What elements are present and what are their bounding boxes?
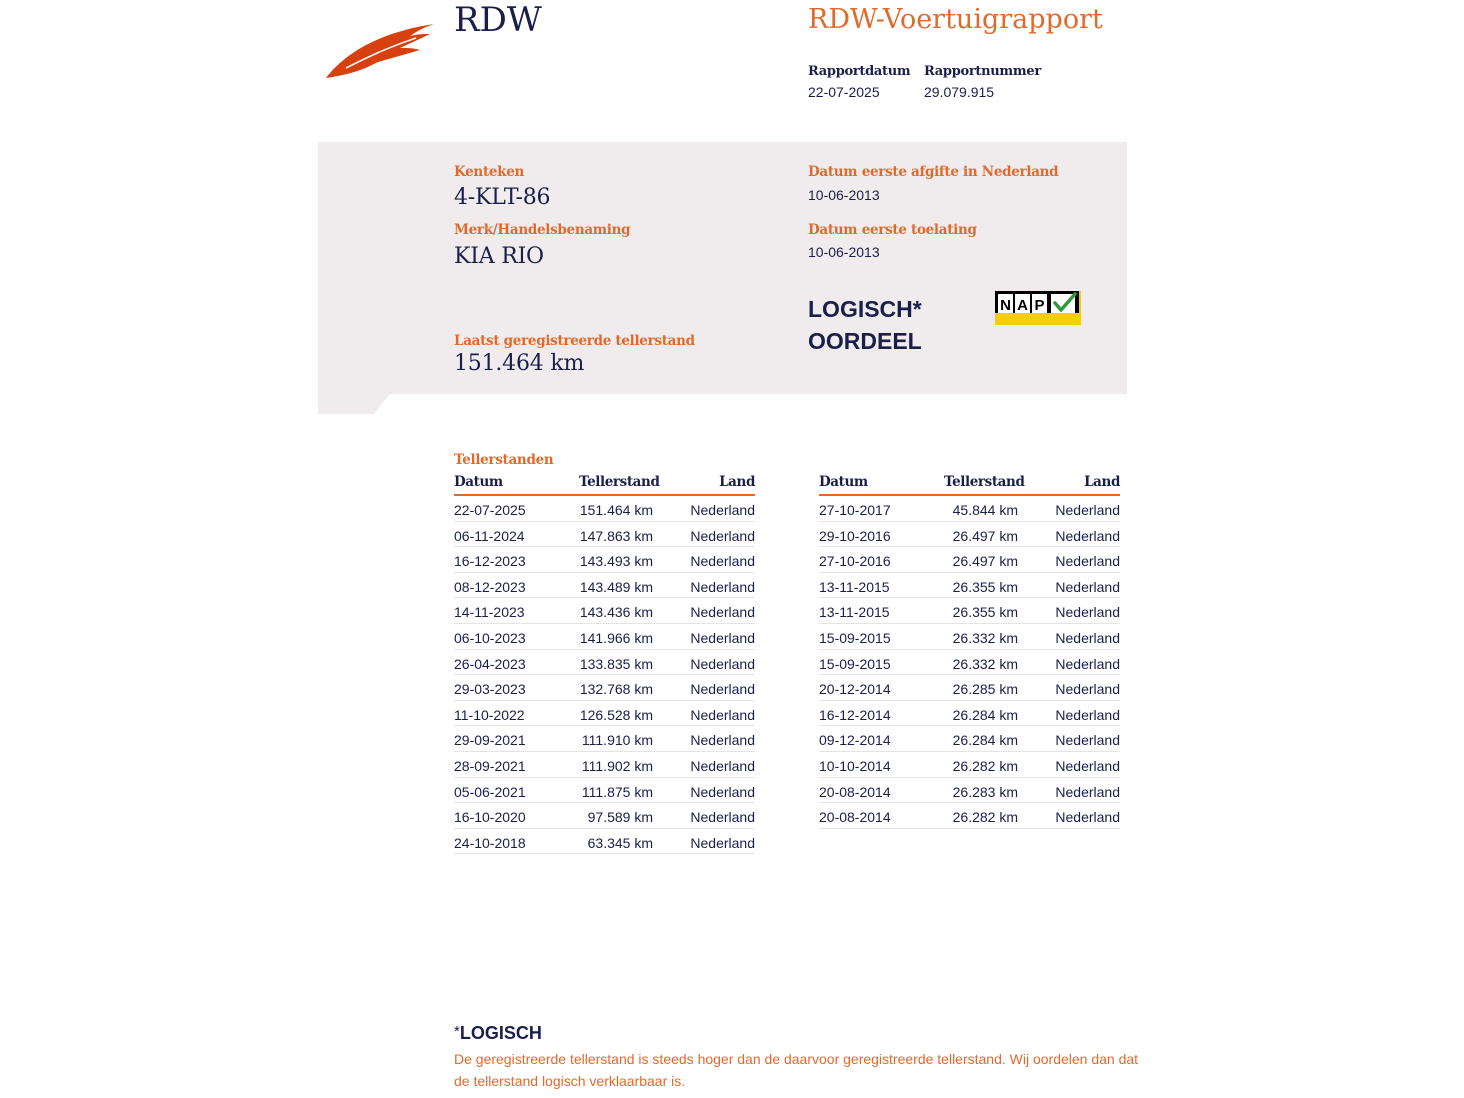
nap-badge-icon <box>995 291 1081 325</box>
first-admission-value: 10-06-2013 <box>808 244 880 260</box>
row-date: 06-10-2023 <box>454 629 526 646</box>
table-row <box>819 778 1120 804</box>
footnote-marker: * <box>454 1023 460 1040</box>
row-odometer: 151.464 km <box>579 502 653 518</box>
odometer-table-right <box>819 472 1120 829</box>
row-odometer: 26.285 km <box>952 681 1018 698</box>
last-odometer-label: Laatst geregistreerde tellerstand <box>454 333 695 349</box>
row-odometer: 26.282 km <box>952 757 1018 774</box>
footnote-text: De geregistreerde tellerstand is steeds hoger dan de daarvoor geregistreerde tellerstand. Wij oordelen dan dat de tellerstand logisch verklaarbaar is. <box>454 1051 1139 1089</box>
table-row <box>819 752 1120 778</box>
row-country: Nederland <box>690 834 755 851</box>
table-row <box>454 778 755 804</box>
row-country: Nederland <box>690 757 755 774</box>
table-row <box>819 675 1120 701</box>
row-country: Nederland <box>1055 655 1120 672</box>
row-odometer: 126.528 km <box>579 706 653 723</box>
row-odometer: 141.966 km <box>579 629 653 646</box>
plate-value: 4-KLT-86 <box>454 185 551 210</box>
row-country: Nederland <box>1055 553 1120 570</box>
table-row <box>819 598 1120 624</box>
row-country: Nederland <box>1055 629 1120 646</box>
row-country: Nederland <box>690 706 755 723</box>
row-odometer: 26.355 km <box>952 578 1018 595</box>
row-date: 05-06-2021 <box>454 783 526 800</box>
row-country: Nederland <box>690 783 755 800</box>
row-country: Nederland <box>690 578 755 595</box>
row-country: Nederland <box>1055 604 1120 621</box>
row-odometer: 147.863 km <box>579 527 653 544</box>
table-row <box>819 522 1120 548</box>
row-date: 09-12-2014 <box>819 732 891 749</box>
verdict-line1: LOGISCH* <box>808 296 922 322</box>
row-odometer: 111.910 km <box>581 732 653 749</box>
row-odometer: 26.497 km <box>952 527 1018 544</box>
col-date-header: Datum <box>819 474 868 490</box>
table-row <box>454 547 755 573</box>
row-odometer: 143.493 km <box>579 553 653 570</box>
row-odometer: 26.355 km <box>952 604 1018 621</box>
make-value: KIA RIO <box>454 244 544 269</box>
row-country: Nederland <box>690 655 755 672</box>
report-number: 29.079.915 <box>924 84 995 100</box>
row-country: Nederland <box>690 732 755 749</box>
row-country: Nederland <box>690 681 755 698</box>
first-issue-nl-value: 10-06-2013 <box>808 187 880 203</box>
row-odometer: 26.284 km <box>952 732 1018 749</box>
brand-name: RDW <box>454 0 542 40</box>
table-row <box>454 752 755 778</box>
row-date: 16-12-2014 <box>819 706 891 723</box>
row-odometer: 143.489 km <box>579 578 653 595</box>
table-row <box>454 496 755 522</box>
verdict-line2: OORDEEL <box>808 328 922 354</box>
row-odometer: 26.282 km <box>952 809 1018 826</box>
table-header <box>819 472 1120 496</box>
make-label: Merk/Handelsbenaming <box>454 222 631 238</box>
table-row <box>819 701 1120 727</box>
table-row <box>454 726 755 752</box>
row-country: Nederland <box>1055 732 1120 749</box>
row-country: Nederland <box>690 502 755 518</box>
table-row <box>454 522 755 548</box>
table-row <box>819 726 1120 752</box>
plate-label: Kenteken <box>454 164 525 180</box>
row-date: 08-12-2023 <box>454 578 526 595</box>
row-date: 29-03-2023 <box>454 681 526 698</box>
row-date: 26-04-2023 <box>454 655 526 672</box>
col-country-header: Land <box>1084 474 1120 490</box>
first-admission-label: Datum eerste toelating <box>808 222 977 238</box>
row-date: 24-10-2018 <box>454 834 526 851</box>
footnote-title: LOGISCH <box>459 1023 542 1043</box>
row-country: Nederland <box>1055 502 1120 518</box>
row-odometer: 26.497 km <box>952 553 1018 570</box>
row-date: 13-11-2015 <box>819 578 890 595</box>
table-row <box>454 624 755 650</box>
col-date-header: Datum <box>454 474 503 490</box>
row-date: 20-12-2014 <box>819 681 891 698</box>
row-country: Nederland <box>1055 527 1120 544</box>
row-date: 22-07-2025 <box>454 502 526 518</box>
row-odometer: 143.436 km <box>579 604 653 621</box>
table-row <box>819 624 1120 650</box>
rdw-logo-icon <box>326 22 438 80</box>
table-row <box>819 650 1120 676</box>
table-row <box>454 650 755 676</box>
row-country: Nederland <box>1055 757 1120 774</box>
row-odometer: 63.345 km <box>587 834 653 851</box>
col-odometer-header: Tellerstand <box>944 474 1025 490</box>
nap-letter-a: A <box>1017 297 1028 314</box>
verdict <box>808 293 922 357</box>
row-country: Nederland <box>690 629 755 646</box>
odometer-table-title: Tellerstanden <box>454 452 554 468</box>
row-date: 11-10-2022 <box>454 706 525 723</box>
table-row <box>819 496 1120 522</box>
last-odometer-value: 151.464 km <box>454 351 585 376</box>
row-odometer: 132.768 km <box>579 681 653 698</box>
row-odometer: 26.283 km <box>952 783 1018 800</box>
first-issue-nl-label: Datum eerste afgifte in Nederland <box>808 164 1059 180</box>
row-date: 16-12-2023 <box>454 553 526 570</box>
table-row <box>454 701 755 727</box>
row-date: 10-10-2014 <box>819 757 891 774</box>
report-date: 22-07-2025 <box>808 84 880 100</box>
report-date-label: Rapportdatum <box>808 64 911 79</box>
row-date: 20-08-2014 <box>819 783 891 800</box>
col-odometer-header: Tellerstand <box>579 474 660 490</box>
row-odometer: 111.875 km <box>581 783 653 800</box>
footnote-heading <box>454 1023 542 1044</box>
row-odometer: 26.332 km <box>952 629 1018 646</box>
table-header <box>454 472 755 496</box>
odometer-table-left <box>454 472 755 854</box>
row-date: 29-10-2016 <box>819 527 891 544</box>
row-country: Nederland <box>1055 681 1120 698</box>
row-date: 15-09-2015 <box>819 655 891 672</box>
row-country: Nederland <box>690 527 755 544</box>
row-country: Nederland <box>1055 809 1120 826</box>
row-date: 14-11-2023 <box>454 604 525 621</box>
row-date: 13-11-2015 <box>819 604 890 621</box>
row-odometer: 26.332 km <box>952 655 1018 672</box>
panel-tab-shape <box>318 394 390 414</box>
table-row <box>819 547 1120 573</box>
row-country: Nederland <box>1055 578 1120 595</box>
col-country-header: Land <box>719 474 755 490</box>
row-country: Nederland <box>690 604 755 621</box>
row-odometer: 26.284 km <box>952 706 1018 723</box>
table-row <box>454 829 755 855</box>
row-date: 16-10-2020 <box>454 809 526 826</box>
table-row <box>454 675 755 701</box>
row-date: 28-09-2021 <box>454 757 526 774</box>
row-country: Nederland <box>1055 783 1120 800</box>
report-number-label: Rapportnummer <box>924 64 1041 79</box>
row-odometer: 133.835 km <box>579 655 653 672</box>
row-date: 06-11-2024 <box>454 527 525 544</box>
row-odometer: 97.589 km <box>587 809 653 826</box>
table-row <box>454 803 755 829</box>
row-country: Nederland <box>1055 706 1120 723</box>
table-row <box>819 573 1120 599</box>
nap-letter-n: N <box>1000 297 1011 314</box>
row-country: Nederland <box>690 553 755 570</box>
row-date: 27-10-2016 <box>819 553 891 570</box>
table-row <box>819 803 1120 829</box>
nap-letter-p: P <box>1034 297 1045 314</box>
row-date: 29-09-2021 <box>454 732 526 749</box>
row-date: 20-08-2014 <box>819 809 891 826</box>
table-row <box>454 573 755 599</box>
row-date: 27-10-2017 <box>819 502 891 518</box>
report-title: RDW-Voertuigrapport <box>808 4 1103 35</box>
row-date: 15-09-2015 <box>819 629 891 646</box>
row-odometer: 111.902 km <box>581 757 653 774</box>
row-country: Nederland <box>690 809 755 826</box>
row-odometer: 45.844 km <box>952 502 1018 518</box>
table-row <box>454 598 755 624</box>
